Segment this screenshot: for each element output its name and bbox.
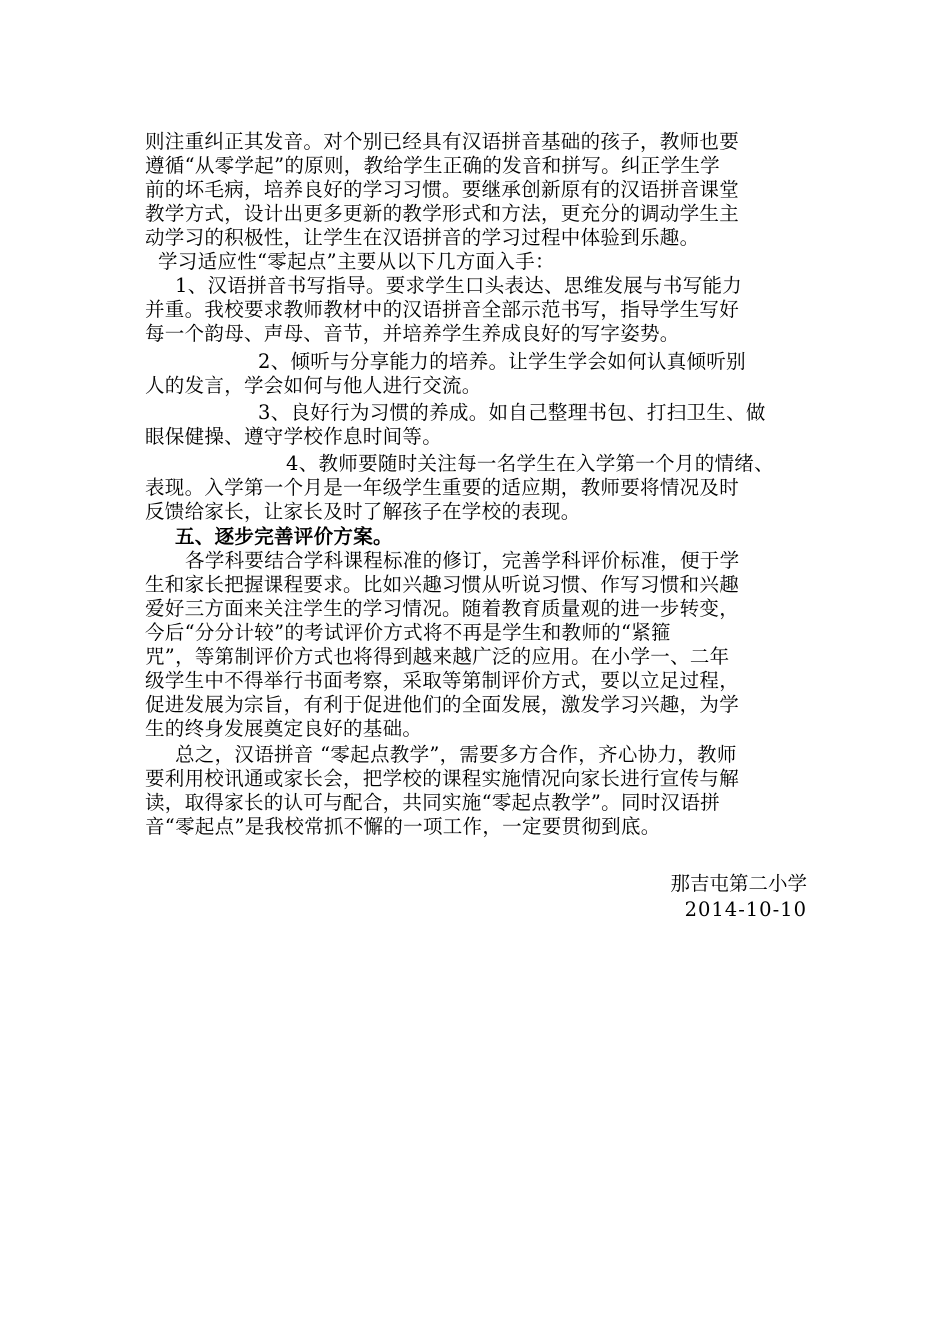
paragraph-line: 则注重纠正其发音。对个别已经具有汉语拼音基础的孩子，教师也要 xyxy=(145,130,740,153)
list-item-1-line: 并重。我校要求教师教材中的汉语拼音全部示范书写，指导学生写好 xyxy=(145,298,740,321)
paragraph-line: 教学方式，设计出更多更新的教学形式和方法，更充分的调动学生主 xyxy=(145,202,740,225)
list-item-2-line: 2、倾听与分享能力的培养。让学生学会如何认真倾听别 xyxy=(258,350,746,373)
section-intro-line: 学习适应性“零起点”主要从以下几方面入手： xyxy=(158,250,555,273)
signature-school: 那吉屯第二小学 xyxy=(670,872,807,895)
signature-date: 2014-10-10 xyxy=(684,898,807,921)
conclusion-line: 读，取得家长的认可与配合，共同实施“零起点教学”。同时汉语拼 xyxy=(145,791,720,814)
list-item-3-line: 眼保健操、遵守学校作息时间等。 xyxy=(145,425,443,448)
paragraph-line: 级学生中不得举行书面考察，采取等第制评价方式，要以立足过程， xyxy=(145,669,740,692)
conclusion-line: 音“零起点”是我校常抓不懈的一项工作，一定要贯彻到底。 xyxy=(145,815,661,838)
list-item-4-line: 表现。入学第一个月是一年级学生重要的适应期，教师要将情况及时 xyxy=(145,476,740,499)
list-item-4-line: 反馈给家长，让家长及时了解孩子在学校的表现。 xyxy=(145,500,581,523)
paragraph-line: 动学习的积极性，让学生在汉语拼音的学习过程中体验到乐趣。 xyxy=(145,226,700,249)
paragraph-line: 各学科要结合学科课程标准的修订，完善学科评价标准，便于学 xyxy=(185,549,740,572)
conclusion-line: 要利用校讯通或家长会，把学校的课程实施情况向家长进行宣传与解 xyxy=(145,767,740,790)
paragraph-line: 遵循“从零学起”的原则，教给学生正确的发音和拼写。纠正学生学 xyxy=(145,154,720,177)
paragraph-line: 生的终身发展奠定良好的基础。 xyxy=(145,717,423,740)
list-item-1-line: 每一个韵母、声母、音节，并培养学生养成良好的写字姿势。 xyxy=(145,322,680,345)
paragraph-line: 今后“分分计较”的考试评价方式将不再是学生和教师的“紧箍 xyxy=(145,621,671,644)
paragraph-line: 爱好三方面来关注学生的学习情况。随着教育质量观的进一步转变， xyxy=(145,597,740,620)
paragraph-line: 咒”，等第制评价方式也将得到越来越广泛的应用。在小学一、二年 xyxy=(145,645,730,668)
list-item-4-line: 4、教师要随时关注每一名学生在入学第一个月的情绪、 xyxy=(286,452,774,475)
list-item-3-line: 3、良好行为习惯的养成。如自己整理书包、打扫卫生、做 xyxy=(258,401,766,424)
list-item-2-line: 人的发言，学会如何与他人进行交流。 xyxy=(145,374,482,397)
paragraph-line: 生和家长把握课程要求。比如兴趣习惯从听说习惯、作写习惯和兴趣 xyxy=(145,573,740,596)
conclusion-line: 总之，汉语拼音 “零起点教学”，需要多方合作，齐心协力，教师 xyxy=(175,743,737,766)
list-item-1-line: 1、汉语拼音书写指导。要求学生口头表达、思维发展与书写能力 xyxy=(175,274,743,297)
section-heading: 五、逐步完善评价方案。 xyxy=(175,525,393,548)
paragraph-line: 前的坏毛病，培养良好的学习习惯。要继承创新原有的汉语拼音课堂 xyxy=(145,178,740,201)
paragraph-line: 促进发展为宗旨，有利于促进他们的全面发展，激发学习兴趣，为学 xyxy=(145,693,740,716)
